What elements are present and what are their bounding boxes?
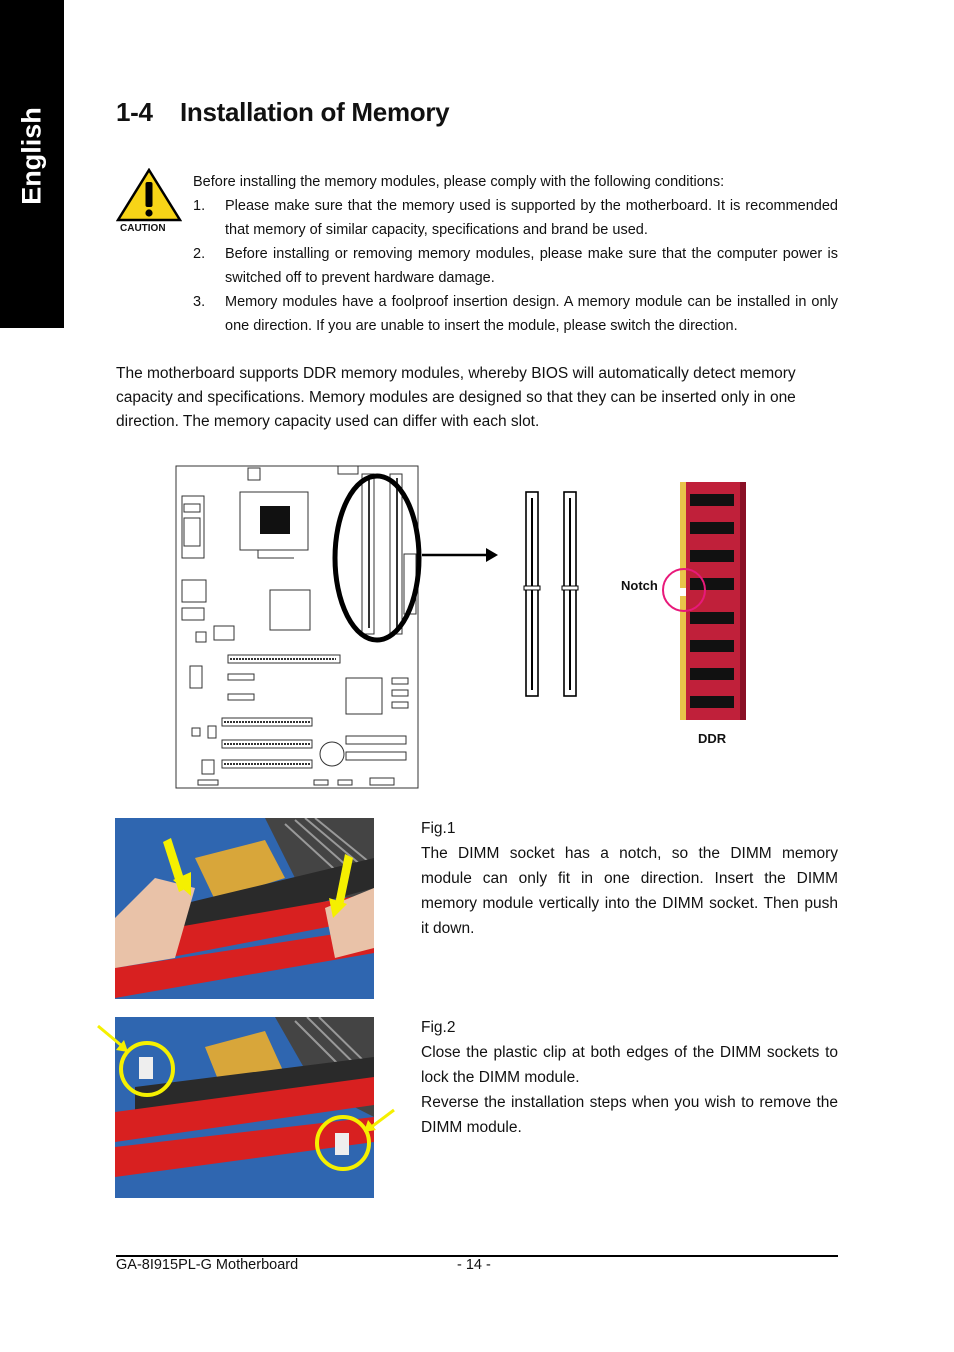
dimm-slots-diagram [518, 488, 588, 700]
fig1-text: The DIMM socket has a notch, so the DIMM memory module can only fit in one direction. Insert the DIMM memory module vertically into the DIMM socket. Then push it down. [421, 845, 838, 937]
caution-item: 1. Please make sure that the memory used is supported by the motherboard. It is recommended that memory of similar capacity, specifications and brand be used. [193, 198, 838, 238]
notch-label: Notch [621, 578, 658, 593]
section-heading [116, 97, 449, 128]
motherboard-layout-diagram [170, 462, 422, 790]
fig1-title: Fig.1 [421, 820, 456, 837]
caution-item: 2. Before installing or removing memory modules, please make sure that the computer power is switched off to prevent hardware damage. [193, 246, 838, 286]
caution-conditions [193, 170, 838, 338]
section-number: 1-4 [116, 97, 153, 127]
caution-icon-label: CAUTION [120, 223, 166, 234]
fig1-caption [421, 816, 838, 941]
fig2-text: Reverse the installation steps when you wish to remove the DIMM module. [421, 1094, 838, 1136]
caution-item: 3. Memory modules have a foolproof insertion design. A memory module can be installed in only one direction. If you are unable to insert the module, please switch the direction. [193, 294, 838, 334]
arrow-down-right-icon [96, 1024, 130, 1054]
arrow-down-left-icon [362, 1108, 396, 1134]
section-title: Installation of Memory [180, 97, 450, 127]
fig2-title: Fig.2 [421, 1019, 456, 1036]
intro-paragraph: The motherboard supports DDR memory modules, whereby BIOS will automatically detect memory capacity and specifications. Memory modules are designed so that they can be inserted only in one direction. The memory capacity used can differ with each slot. [116, 365, 796, 430]
fig2-text: Close the plastic clip at both edges of the DIMM sockets to lock the DIMM module. [421, 1044, 838, 1086]
footer-page-number: - 14 - [457, 1257, 491, 1273]
ddr-label: DDR [698, 731, 727, 746]
installation-photo-fig1 [115, 818, 374, 999]
notch-highlight-circle [662, 566, 710, 614]
fig2-caption [421, 1015, 838, 1140]
caution-intro: Before installing the memory modules, please comply with the following conditions: [193, 174, 725, 190]
language-label: English [16, 107, 47, 205]
arrow-right-icon [420, 545, 500, 565]
installation-photo-fig2 [115, 1017, 374, 1198]
footer-model: GA-8I915PL-G Motherboard [116, 1257, 299, 1273]
language-side-tab [0, 0, 64, 328]
